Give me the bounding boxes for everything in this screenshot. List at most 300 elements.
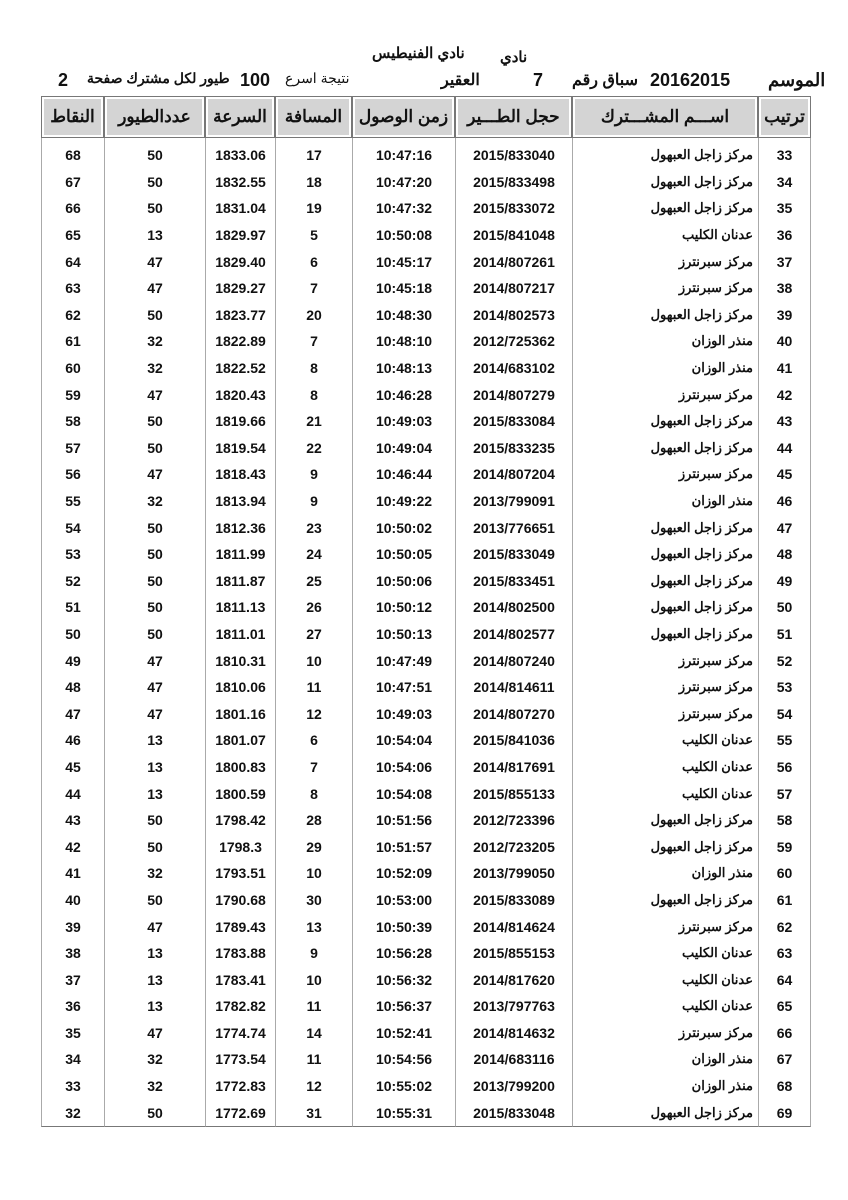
cell-speed: 1829.27	[205, 275, 275, 302]
cell-rank: 34	[758, 169, 811, 196]
cell-ring: 2013/799200	[455, 1073, 572, 1100]
cell-member-name: عدنان الكليب	[572, 966, 758, 993]
cell-arrival-time: 10:52:41	[352, 1020, 455, 1047]
page-number: 2	[58, 70, 69, 90]
race-label: سباق رقم	[572, 72, 638, 89]
cell-member-name: منذر الوزان	[572, 488, 758, 515]
cell-speed: 1831.04	[205, 195, 275, 222]
table-row	[41, 1020, 811, 1047]
cell-distance: 22	[275, 435, 352, 462]
cell-arrival-time: 10:49:22	[352, 488, 455, 515]
table-row	[41, 780, 811, 807]
cell-points: 46	[41, 727, 104, 754]
cell-arrival-time: 10:49:03	[352, 408, 455, 435]
fastest-label: نتيجة اسرع	[285, 70, 350, 86]
race-location: العقير	[441, 72, 480, 89]
cell-distance: 7	[275, 328, 352, 355]
col-rank: ترتيب	[758, 96, 811, 138]
cell-distance: 20	[275, 302, 352, 329]
cell-ring: 2015/833451	[455, 568, 572, 595]
col-speed: السرعة	[205, 96, 275, 138]
cell-arrival-time: 10:56:28	[352, 940, 455, 967]
cell-distance: 11	[275, 1046, 352, 1073]
table-row	[41, 993, 811, 1020]
cell-member-name: مركز زاجل العبهول	[572, 541, 758, 568]
cell-arrival-time: 10:46:28	[352, 381, 455, 408]
cell-points: 40	[41, 887, 104, 914]
cell-distance: 8	[275, 355, 352, 382]
table-row	[41, 355, 811, 382]
cell-rank: 43	[758, 408, 811, 435]
cell-distance: 19	[275, 195, 352, 222]
cell-points: 39	[41, 913, 104, 940]
cell-arrival-time: 10:56:37	[352, 993, 455, 1020]
per-member-label: طيور لكل مشترك صفحة	[87, 70, 230, 86]
cell-points: 62	[41, 302, 104, 329]
col-points: النقاط	[41, 96, 104, 138]
cell-distance: 10	[275, 647, 352, 674]
cell-arrival-time: 10:48:30	[352, 302, 455, 329]
cell-arrival-time: 10:54:56	[352, 1046, 455, 1073]
cell-distance: 12	[275, 700, 352, 727]
table-row	[41, 700, 811, 727]
cell-distance: 10	[275, 966, 352, 993]
cell-rank: 48	[758, 541, 811, 568]
cell-birds: 32	[104, 328, 205, 355]
cell-rank: 39	[758, 302, 811, 329]
cell-arrival-time: 10:54:08	[352, 780, 455, 807]
cell-arrival-time: 10:50:13	[352, 621, 455, 648]
cell-points: 45	[41, 754, 104, 781]
cell-distance: 25	[275, 568, 352, 595]
cell-ring: 2013/799091	[455, 488, 572, 515]
col-distance: المسافة	[275, 96, 352, 138]
cell-distance: 7	[275, 754, 352, 781]
cell-points: 43	[41, 807, 104, 834]
cell-arrival-time: 10:48:10	[352, 328, 455, 355]
table-row	[41, 727, 811, 754]
cell-points: 67	[41, 169, 104, 196]
cell-ring: 2014/807270	[455, 700, 572, 727]
cell-ring: 2015/833084	[455, 408, 572, 435]
cell-rank: 65	[758, 993, 811, 1020]
cell-birds: 50	[104, 568, 205, 595]
cell-points: 41	[41, 860, 104, 887]
table-row	[41, 328, 811, 355]
table-row	[41, 195, 811, 222]
cell-member-name: مركز زاجل العبهول	[572, 621, 758, 648]
cell-arrival-time: 10:49:03	[352, 700, 455, 727]
cell-birds: 47	[104, 647, 205, 674]
cell-ring: 2015/855153	[455, 940, 572, 967]
table-row	[41, 1046, 811, 1073]
cell-member-name: عدنان الكليب	[572, 940, 758, 967]
table-row	[41, 541, 811, 568]
cell-ring: 2015/833048	[455, 1099, 572, 1127]
cell-arrival-time: 10:47:49	[352, 647, 455, 674]
table-row	[41, 275, 811, 302]
cell-distance: 30	[275, 887, 352, 914]
cell-birds: 47	[104, 248, 205, 275]
cell-arrival-time: 10:47:51	[352, 674, 455, 701]
cell-points: 59	[41, 381, 104, 408]
cell-ring: 2014/807217	[455, 275, 572, 302]
cell-distance: 10	[275, 860, 352, 887]
cell-member-name: مركز زاجل العبهول	[572, 887, 758, 914]
cell-arrival-time: 10:47:20	[352, 169, 455, 196]
cell-speed: 1822.89	[205, 328, 275, 355]
cell-distance: 28	[275, 807, 352, 834]
cell-speed: 1812.36	[205, 514, 275, 541]
cell-speed: 1783.88	[205, 940, 275, 967]
cell-rank: 67	[758, 1046, 811, 1073]
cell-birds: 13	[104, 222, 205, 249]
cell-speed: 1833.06	[205, 138, 275, 169]
cell-birds: 50	[104, 195, 205, 222]
table-row	[41, 594, 811, 621]
cell-arrival-time: 10:55:31	[352, 1099, 455, 1127]
table-row	[41, 138, 811, 169]
cell-points: 49	[41, 647, 104, 674]
cell-arrival-time: 10:46:44	[352, 461, 455, 488]
cell-rank: 59	[758, 833, 811, 860]
col-member: اســـم المشـــترك	[572, 96, 758, 138]
cell-points: 60	[41, 355, 104, 382]
cell-distance: 9	[275, 461, 352, 488]
table-row	[41, 302, 811, 329]
cell-ring: 2014/807279	[455, 381, 572, 408]
cell-rank: 37	[758, 248, 811, 275]
cell-ring: 2014/817691	[455, 754, 572, 781]
table-row	[41, 435, 811, 462]
cell-arrival-time: 10:50:06	[352, 568, 455, 595]
cell-rank: 56	[758, 754, 811, 781]
cell-points: 66	[41, 195, 104, 222]
table-row	[41, 754, 811, 781]
cell-ring: 2012/723205	[455, 833, 572, 860]
cell-distance: 29	[275, 833, 352, 860]
cell-points: 58	[41, 408, 104, 435]
cell-arrival-time: 10:54:06	[352, 754, 455, 781]
cell-points: 52	[41, 568, 104, 595]
cell-points: 42	[41, 833, 104, 860]
table-row	[41, 1073, 811, 1100]
season-label: الموسم	[768, 70, 826, 90]
cell-rank: 61	[758, 887, 811, 914]
cell-speed: 1790.68	[205, 887, 275, 914]
cell-distance: 23	[275, 514, 352, 541]
cell-arrival-time: 10:50:02	[352, 514, 455, 541]
cell-rank: 47	[758, 514, 811, 541]
cell-birds: 13	[104, 780, 205, 807]
cell-speed: 1793.51	[205, 860, 275, 887]
cell-rank: 41	[758, 355, 811, 382]
cell-member-name: عدنان الكليب	[572, 754, 758, 781]
cell-distance: 8	[275, 381, 352, 408]
cell-rank: 57	[758, 780, 811, 807]
cell-arrival-time: 10:50:08	[352, 222, 455, 249]
cell-member-name: مركز سبرنترز	[572, 381, 758, 408]
cell-speed: 1819.54	[205, 435, 275, 462]
cell-birds: 32	[104, 1046, 205, 1073]
table-row	[41, 169, 811, 196]
cell-birds: 50	[104, 887, 205, 914]
cell-birds: 13	[104, 993, 205, 1020]
cell-rank: 42	[758, 381, 811, 408]
cell-distance: 13	[275, 913, 352, 940]
cell-points: 44	[41, 780, 104, 807]
cell-distance: 5	[275, 222, 352, 249]
cell-distance: 12	[275, 1073, 352, 1100]
cell-birds: 13	[104, 754, 205, 781]
cell-birds: 32	[104, 860, 205, 887]
cell-arrival-time: 10:53:00	[352, 887, 455, 914]
cell-birds: 47	[104, 913, 205, 940]
cell-ring: 2015/833498	[455, 169, 572, 196]
race-value: 7	[533, 70, 544, 90]
cell-ring: 2014/802573	[455, 302, 572, 329]
cell-speed: 1772.83	[205, 1073, 275, 1100]
cell-distance: 26	[275, 594, 352, 621]
cell-birds: 47	[104, 381, 205, 408]
cell-arrival-time: 10:45:17	[352, 248, 455, 275]
cell-ring: 2012/725362	[455, 328, 572, 355]
cell-member-name: مركز زاجل العبهول	[572, 807, 758, 834]
cell-ring: 2015/841048	[455, 222, 572, 249]
cell-arrival-time: 10:45:18	[352, 275, 455, 302]
cell-speed: 1811.87	[205, 568, 275, 595]
cell-birds: 50	[104, 435, 205, 462]
cell-member-name: مركز سبرنترز	[572, 913, 758, 940]
table-row	[41, 408, 811, 435]
cell-distance: 9	[275, 940, 352, 967]
cell-speed: 1818.43	[205, 461, 275, 488]
cell-speed: 1783.41	[205, 966, 275, 993]
cell-points: 54	[41, 514, 104, 541]
cell-rank: 46	[758, 488, 811, 515]
cell-arrival-time: 10:52:09	[352, 860, 455, 887]
cell-arrival-time: 10:54:04	[352, 727, 455, 754]
cell-member-name: مركز زاجل العبهول	[572, 138, 758, 169]
cell-speed: 1801.07	[205, 727, 275, 754]
cell-rank: 40	[758, 328, 811, 355]
cell-points: 56	[41, 461, 104, 488]
club-label: نادي	[500, 49, 528, 66]
cell-speed: 1811.99	[205, 541, 275, 568]
cell-speed: 1789.43	[205, 913, 275, 940]
cell-distance: 9	[275, 488, 352, 515]
cell-points: 50	[41, 621, 104, 648]
cell-member-name: مركز سبرنترز	[572, 461, 758, 488]
cell-arrival-time: 10:51:57	[352, 833, 455, 860]
cell-arrival-time: 10:47:32	[352, 195, 455, 222]
cell-speed: 1823.77	[205, 302, 275, 329]
table-row	[41, 913, 811, 940]
cell-member-name: منذر الوزان	[572, 355, 758, 382]
cell-member-name: مركز سبرنترز	[572, 647, 758, 674]
cell-speed: 1800.83	[205, 754, 275, 781]
cell-birds: 50	[104, 169, 205, 196]
cell-points: 64	[41, 248, 104, 275]
cell-speed: 1810.06	[205, 674, 275, 701]
cell-points: 38	[41, 940, 104, 967]
cell-ring: 2014/807240	[455, 647, 572, 674]
cell-member-name: عدنان الكليب	[572, 727, 758, 754]
cell-ring: 2014/802577	[455, 621, 572, 648]
header-row	[41, 96, 811, 138]
cell-rank: 60	[758, 860, 811, 887]
table-row	[41, 461, 811, 488]
cell-arrival-time: 10:51:56	[352, 807, 455, 834]
cell-speed: 1811.01	[205, 621, 275, 648]
cell-points: 37	[41, 966, 104, 993]
cell-arrival-time: 10:47:16	[352, 138, 455, 169]
cell-birds: 50	[104, 541, 205, 568]
cell-points: 55	[41, 488, 104, 515]
cell-birds: 50	[104, 621, 205, 648]
cell-rank: 33	[758, 138, 811, 169]
cell-birds: 50	[104, 514, 205, 541]
season-value: 20162015	[650, 70, 731, 90]
cell-member-name: عدنان الكليب	[572, 993, 758, 1020]
cell-arrival-time: 10:55:02	[352, 1073, 455, 1100]
cell-distance: 11	[275, 674, 352, 701]
cell-birds: 47	[104, 275, 205, 302]
cell-arrival-time: 10:50:39	[352, 913, 455, 940]
cell-member-name: مركز زاجل العبهول	[572, 169, 758, 196]
cell-member-name: مركز زاجل العبهول	[572, 302, 758, 329]
cell-speed: 1801.16	[205, 700, 275, 727]
cell-ring: 2014/814632	[455, 1020, 572, 1047]
cell-points: 63	[41, 275, 104, 302]
cell-birds: 32	[104, 1073, 205, 1100]
cell-member-name: مركز سبرنترز	[572, 275, 758, 302]
results-table	[41, 96, 811, 1127]
table-row	[41, 222, 811, 249]
cell-ring: 2015/833049	[455, 541, 572, 568]
cell-speed: 1829.97	[205, 222, 275, 249]
col-birds: عددالطيور	[104, 96, 205, 138]
table-row	[41, 621, 811, 648]
cell-birds: 47	[104, 700, 205, 727]
cell-points: 32	[41, 1099, 104, 1127]
cell-speed: 1798.3	[205, 833, 275, 860]
cell-speed: 1819.66	[205, 408, 275, 435]
cell-rank: 62	[758, 913, 811, 940]
cell-ring: 2013/776651	[455, 514, 572, 541]
cell-member-name: مركز زاجل العبهول	[572, 435, 758, 462]
cell-member-name: مركز زاجل العبهول	[572, 833, 758, 860]
fastest-value: 100	[240, 70, 271, 90]
cell-points: 33	[41, 1073, 104, 1100]
cell-member-name: مركز سبرنترز	[572, 1020, 758, 1047]
cell-rank: 54	[758, 700, 811, 727]
cell-rank: 64	[758, 966, 811, 993]
cell-arrival-time: 10:50:12	[352, 594, 455, 621]
cell-ring: 2015/833040	[455, 138, 572, 169]
cell-birds: 50	[104, 1099, 205, 1127]
cell-birds: 47	[104, 674, 205, 701]
cell-ring: 2014/807261	[455, 248, 572, 275]
cell-distance: 21	[275, 408, 352, 435]
cell-rank: 36	[758, 222, 811, 249]
cell-points: 57	[41, 435, 104, 462]
cell-member-name: منذر الوزان	[572, 860, 758, 887]
cell-ring: 2014/683102	[455, 355, 572, 382]
cell-rank: 58	[758, 807, 811, 834]
cell-birds: 50	[104, 833, 205, 860]
cell-points: 34	[41, 1046, 104, 1073]
table-row	[41, 381, 811, 408]
cell-member-name: منذر الوزان	[572, 328, 758, 355]
cell-distance: 6	[275, 727, 352, 754]
cell-distance: 6	[275, 248, 352, 275]
cell-rank: 66	[758, 1020, 811, 1047]
cell-member-name: مركز زاجل العبهول	[572, 514, 758, 541]
cell-birds: 13	[104, 966, 205, 993]
cell-birds: 50	[104, 138, 205, 169]
cell-rank: 49	[758, 568, 811, 595]
cell-speed: 1798.42	[205, 807, 275, 834]
cell-ring: 2014/807204	[455, 461, 572, 488]
cell-distance: 17	[275, 138, 352, 169]
cell-ring: 2015/855133	[455, 780, 572, 807]
table-row	[41, 488, 811, 515]
cell-points: 61	[41, 328, 104, 355]
cell-rank: 44	[758, 435, 811, 462]
table-row	[41, 807, 811, 834]
cell-birds: 32	[104, 355, 205, 382]
cell-speed: 1829.40	[205, 248, 275, 275]
cell-speed: 1800.59	[205, 780, 275, 807]
cell-ring: 2015/833235	[455, 435, 572, 462]
cell-points: 68	[41, 138, 104, 169]
cell-points: 65	[41, 222, 104, 249]
cell-distance: 14	[275, 1020, 352, 1047]
cell-rank: 51	[758, 621, 811, 648]
table-row	[41, 248, 811, 275]
col-ring: حجل الطـــير	[455, 96, 572, 138]
cell-points: 36	[41, 993, 104, 1020]
cell-speed: 1782.82	[205, 993, 275, 1020]
cell-arrival-time: 10:49:04	[352, 435, 455, 462]
cell-distance: 27	[275, 621, 352, 648]
cell-member-name: مركز سبرنترز	[572, 700, 758, 727]
cell-points: 53	[41, 541, 104, 568]
cell-member-name: منذر الوزان	[572, 1046, 758, 1073]
cell-member-name: مركز زاجل العبهول	[572, 408, 758, 435]
cell-speed: 1813.94	[205, 488, 275, 515]
cell-member-name: منذر الوزان	[572, 1073, 758, 1100]
cell-member-name: عدنان الكليب	[572, 780, 758, 807]
cell-rank: 35	[758, 195, 811, 222]
cell-distance: 18	[275, 169, 352, 196]
table-row	[41, 833, 811, 860]
cell-birds: 50	[104, 807, 205, 834]
cell-rank: 55	[758, 727, 811, 754]
cell-birds: 13	[104, 940, 205, 967]
cell-ring: 2014/817620	[455, 966, 572, 993]
table-row	[41, 940, 811, 967]
cell-speed: 1774.74	[205, 1020, 275, 1047]
table-row	[41, 887, 811, 914]
cell-distance: 11	[275, 993, 352, 1020]
cell-member-name: مركز زاجل العبهول	[572, 594, 758, 621]
cell-ring: 2014/802500	[455, 594, 572, 621]
cell-points: 47	[41, 700, 104, 727]
cell-member-name: مركز زاجل العبهول	[572, 195, 758, 222]
cell-birds: 50	[104, 594, 205, 621]
